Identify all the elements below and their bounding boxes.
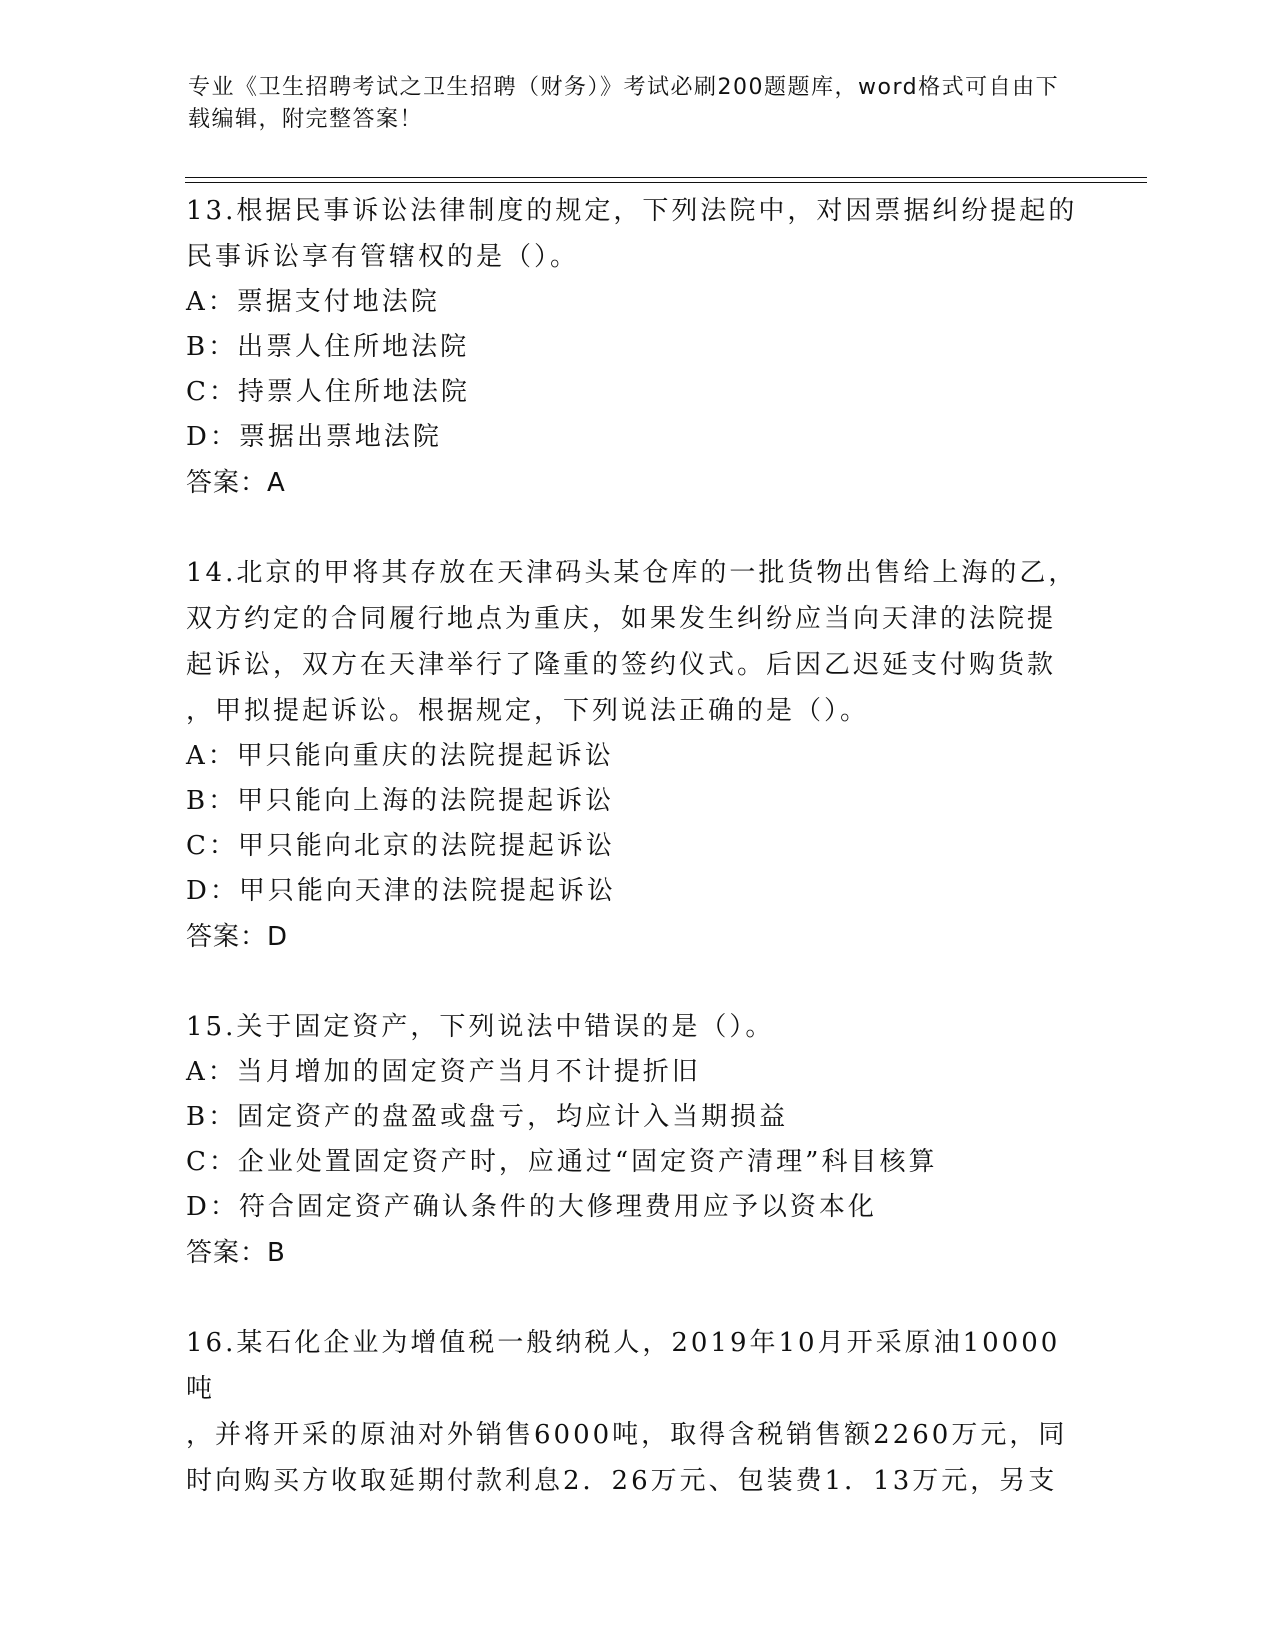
answer: 答案：A xyxy=(186,468,286,498)
question-13 xyxy=(186,188,1086,506)
question-stem-line: 13.根据民事诉讼法律制度的规定，下列法院中，对因票据纠纷提起的 xyxy=(186,196,1078,226)
question-stem-line: 民事诉讼享有管辖权的是（）。 xyxy=(186,242,580,272)
question-stem-line: 时向购买方收取延期付款利息2．26万元、包装费1．13万元，另支 xyxy=(186,1466,1058,1496)
option-a: A：票据支付地法院 xyxy=(186,287,440,317)
option-c: C：企业处置固定资产时，应通过“固定资产清理”科目核算 xyxy=(186,1147,938,1177)
question-stem-line: 16.某石化企业为增值税一般纳税人，2019年10月开采原油10000吨 xyxy=(186,1328,1061,1404)
answer: 答案：D xyxy=(186,922,289,952)
question-stem-line: 15.关于固定资产，下列说法中错误的是（）。 xyxy=(186,1012,775,1042)
question-stem-line: ，甲拟提起诉讼。根据规定，下列说法正确的是（）。 xyxy=(186,696,870,726)
option-d: D：甲只能向天津的法院提起诉讼 xyxy=(186,876,616,906)
option-b: B：固定资产的盘盈或盘亏，均应计入当期损益 xyxy=(186,1102,789,1132)
option-a: A：当月增加的固定资产当月不计提折旧 xyxy=(186,1057,701,1087)
question-list xyxy=(186,188,1086,1504)
option-c: C：甲只能向北京的法院提起诉讼 xyxy=(186,831,615,861)
question-stem-line: 14.北京的甲将其存放在天津码头某仓库的一批货物出售给上海的乙， xyxy=(186,558,1078,588)
option-c: C：持票人住所地法院 xyxy=(186,377,470,407)
question-stem-line: 双方约定的合同履行地点为重庆，如果发生纠纷应当向天津的法院提 xyxy=(186,604,1057,634)
header-text: 专业《卫生招聘考试之卫生招聘（财务）》考试必刷200题题库，word格式可自由下载编辑，附完整答案！ xyxy=(188,75,1060,132)
option-d: D：符合固定资产确认条件的大修理费用应予以资本化 xyxy=(186,1192,877,1222)
answer: 答案：B xyxy=(186,1238,286,1268)
question-stem-line: 起诉讼，双方在天津举行了隆重的签约仪式。后因乙迟延支付购货款 xyxy=(186,650,1057,680)
question-15 xyxy=(186,1004,1086,1276)
option-b: B：出票人住所地法院 xyxy=(186,332,470,362)
header-divider-top xyxy=(185,177,1147,178)
document-header xyxy=(188,72,1068,136)
option-a: A：甲只能向重庆的法院提起诉讼 xyxy=(186,741,614,771)
header-divider-bottom xyxy=(185,182,1147,183)
question-stem-line: ，并将开采的原油对外销售6000吨，取得含税销售额2260万元，同 xyxy=(186,1420,1068,1450)
option-d: D：票据出票地法院 xyxy=(186,422,442,452)
option-b: B：甲只能向上海的法院提起诉讼 xyxy=(186,786,615,816)
question-16 xyxy=(186,1320,1086,1504)
question-14 xyxy=(186,550,1086,960)
